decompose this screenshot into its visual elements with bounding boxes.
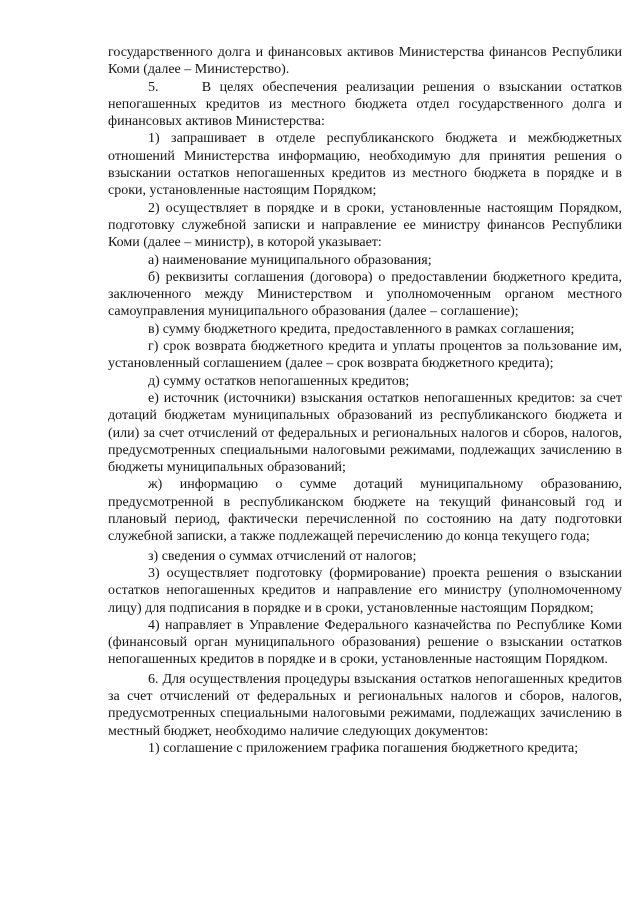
item-2-memo: 2) осуществляет в порядке и в сроки, установленные настоящим Порядком, подготовку служебной записки и направление ее министру финансов Республики Коми (далее – министр), в которой указывает:	[108, 200, 622, 251]
subitem-zh: ж) информацию о сумме дотаций муниципальному образованию, предусмотренной в республиканском бюджете на текущий финансовый год и плановый период, фактически перечисленной по состоянию на дату подготовки служебной записки, а также подлежащей перечислению до конца текущего года;	[108, 477, 622, 545]
document-body	[108, 44, 622, 757]
item-1-request-info: 1) запрашивает в отделе республиканского бюджета и межбюджетных отношений Министерства информацию, необходимую для принятия решения о взыскании остатков непогашенных кредитов из местного бюджета в порядке и в сроки, установленные настоящим Порядком;	[108, 131, 622, 199]
paragraph-continuation: государственного долга и финансовых активов Министерства финансов Республики Коми (далее – Министерство).	[108, 45, 622, 78]
subitem-z: з) сведения о суммах отчислений от налогов;	[148, 548, 417, 564]
paragraph-6: 6. Для осуществления процедуры взыскания остатков непогашенных кредитов за счет отчислений от федеральных и региональных налогов и сборов, налогов, предусмотренных специальными налоговыми режимами, подлежащих зачислению в местный бюджет, необходимо наличие следующих документов:	[108, 671, 622, 739]
subitem-g: г) срок возврата бюджетного кредита и уплаты процентов за пользование им, установленный соглашением (далее – срок возврата бюджетного кредита);	[108, 339, 622, 372]
item-4-send-decision: 4) направляет в Управление Федерального казначейства по Республике Коми (финансовый орган муниципального образования) решение о взыскании остатков непогашенных кредитов в порядке и в сроки, установленные настоящим Порядком.	[108, 617, 622, 668]
subitem-a: а) наименование муниципального образования;	[148, 252, 432, 268]
subitem-d: д) сумму остатков непогашенных кредитов;	[148, 373, 410, 389]
item-3-draft-decision: 3) осуществляет подготовку (формирование) проекта решения о взыскании остатков непогашенных кредитов и направление его министру (уполномоченному лицу) для подписания в порядке и в сроки, установленные настоящим Порядком;	[108, 565, 622, 616]
subitem-b: б) реквизиты соглашения (договора) о предоставлении бюджетного кредита, заключенного между Министерством и уполномоченным органом местного самоуправления муниципального образования (далее – соглашение);	[108, 269, 622, 320]
item-1-agreement: 1) соглашение с приложением графика погашения бюджетного кредита;	[148, 740, 579, 756]
subitem-e: е) источник (источники) взыскания остатков непогашенных кредитов: за счет дотаций бюджетам муниципальных образований из республиканского бюджета и (или) за счет отчислений от федеральных и региональных налогов и сборов, налогов, предусмотренных специальными налоговыми режимами, подлежащих зачислению в бюджеты муниципальных образований;	[108, 390, 622, 476]
subitem-v: в) сумму бюджетного кредита, предоставленного в рамках соглашения;	[148, 321, 575, 337]
paragraph-5: 5. В целях обеспечения реализации решения о взыскании остатков непогашенных кредитов из местного бюджета отдел государственного долга и финансовых активов Министерства:	[108, 79, 622, 130]
